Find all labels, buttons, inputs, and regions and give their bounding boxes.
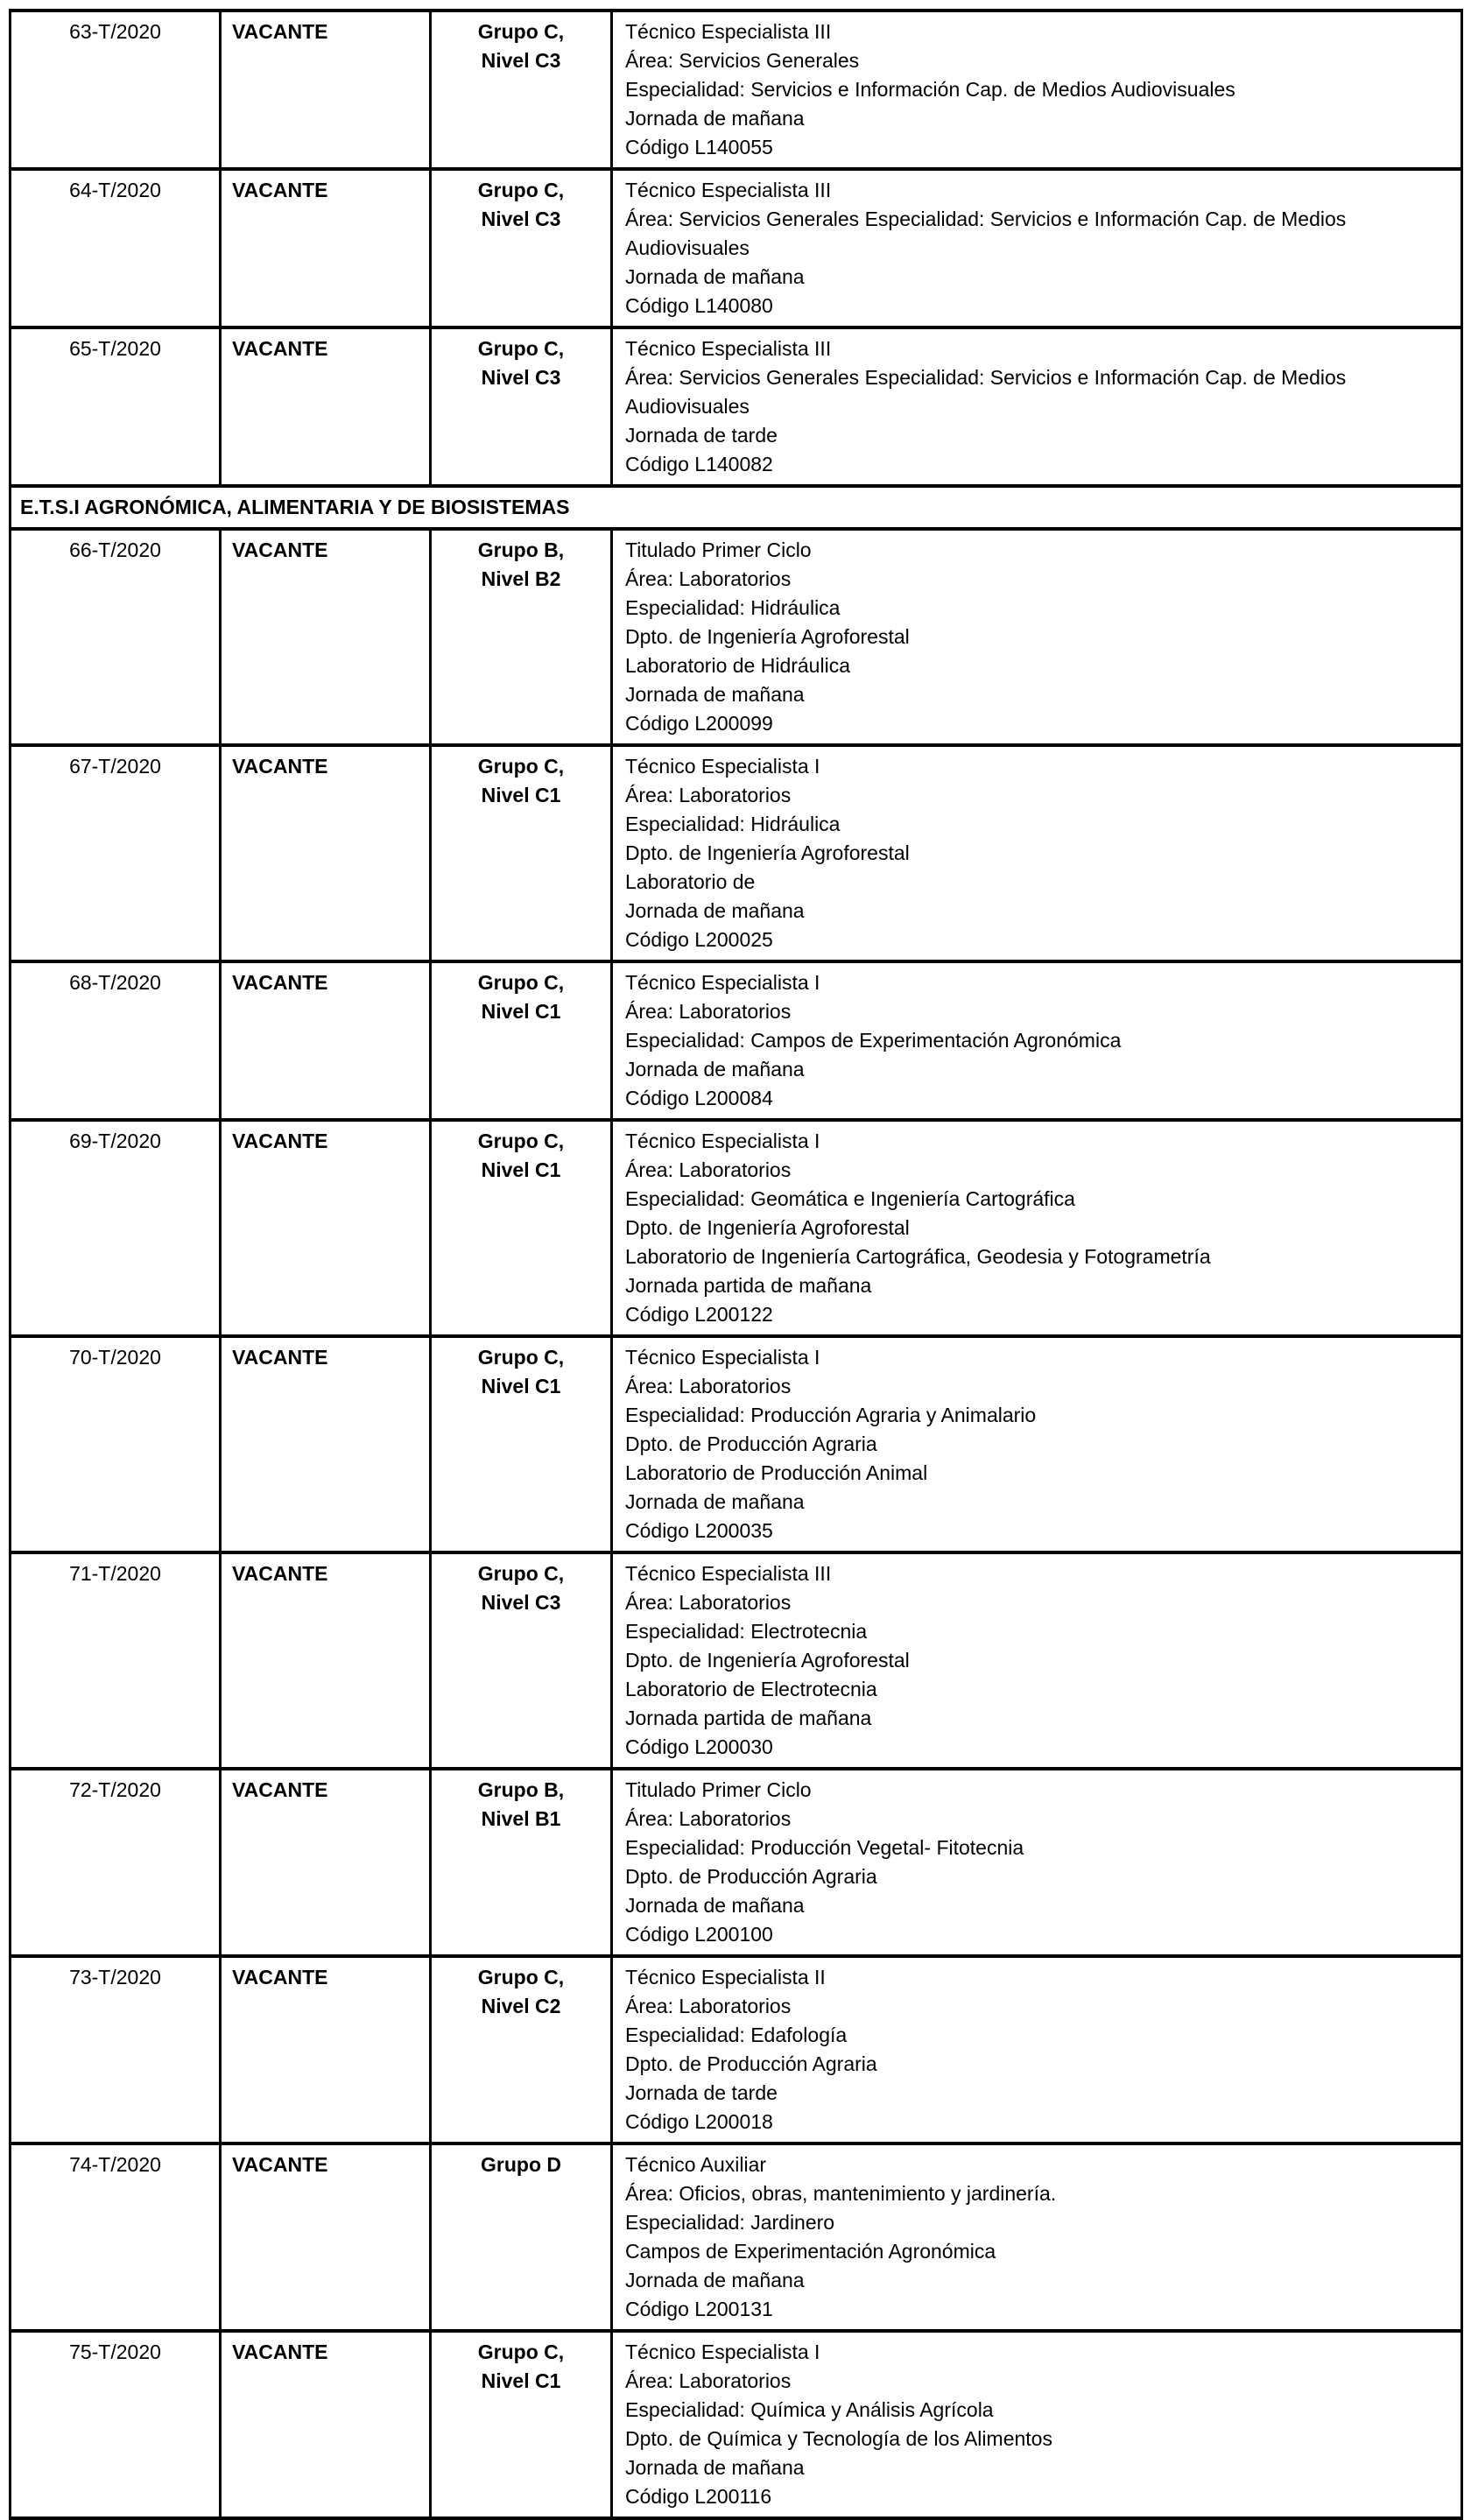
grupo-label: Grupo C, <box>477 1562 565 1585</box>
descripcion-cell <box>612 169 1462 327</box>
plaza-code-cell: 71-T/2020 <box>11 1552 221 1769</box>
descripcion-line: Código L140080 <box>625 294 773 317</box>
grupo-nivel-cell <box>431 169 612 327</box>
nivel-label: Nivel C3 <box>481 1591 561 1614</box>
descripcion-line: Laboratorio de Producción Animal <box>625 1461 928 1484</box>
estado-cell: VACANTE <box>221 961 431 1120</box>
position-row <box>11 1769 1462 1956</box>
descripcion-line: Jornada de mañana <box>625 1490 805 1513</box>
descripcion-line: Área: Laboratorios <box>625 1591 792 1614</box>
grupo-label: Grupo C, <box>477 755 565 778</box>
descripcion-line: Código L140082 <box>625 453 773 475</box>
position-row <box>11 961 1462 1120</box>
position-row <box>11 1552 1462 1769</box>
plaza-code-cell: 70-T/2020 <box>11 1336 221 1552</box>
nivel-label: Nivel C2 <box>481 1995 561 2017</box>
descripcion-line: Área: Laboratorios <box>625 1375 792 1397</box>
estado-cell: VACANTE <box>221 327 431 486</box>
descripcion-line: Código L200035 <box>625 1519 773 1542</box>
position-row <box>11 169 1462 327</box>
descripcion-line: Jornada de mañana <box>625 1058 805 1081</box>
plaza-code-cell: 72-T/2020 <box>11 1769 221 1956</box>
grupo-nivel-cell <box>431 1120 612 1336</box>
grupo-label: Grupo B, <box>477 1778 565 1801</box>
grupo-label: Grupo C, <box>477 1130 565 1152</box>
section-header-row <box>11 486 1462 529</box>
grupo-nivel-cell <box>431 2331 612 2518</box>
grupo-label: Grupo C, <box>477 20 565 43</box>
grupo-label: Grupo C, <box>477 337 565 360</box>
descripcion-line: Área: Laboratorios <box>625 1995 792 2017</box>
position-row <box>11 327 1462 486</box>
descripcion-line: Área: Oficios, obras, mantenimiento y jardinería. <box>625 2182 1057 2205</box>
descripcion-line: Área: Laboratorios <box>625 1807 792 1830</box>
descripcion-line: Código L200018 <box>625 2110 773 2133</box>
nivel-label: Nivel B1 <box>481 1807 561 1830</box>
descripcion-cell <box>612 529 1462 745</box>
descripcion-line: Técnico Especialista I <box>625 1130 820 1152</box>
grupo-label: Grupo C, <box>477 1346 565 1369</box>
descripcion-line: Técnico Especialista III <box>625 1562 832 1585</box>
plaza-code-cell: 73-T/2020 <box>11 1956 221 2143</box>
grupo-label: Grupo D <box>481 2153 561 2176</box>
descripcion-line: Campos de Experimentación Agronómica <box>625 2240 996 2263</box>
grupo-nivel-cell <box>431 2143 612 2331</box>
descripcion-line: Laboratorio de Ingeniería Cartográfica, Geodesia y Fotogrametría <box>625 1245 1211 1268</box>
grupo-nivel-cell <box>431 529 612 745</box>
estado-cell: VACANTE <box>221 1120 431 1336</box>
plaza-code-cell: 66-T/2020 <box>11 529 221 745</box>
descripcion-line: Código L200116 <box>625 2485 772 2508</box>
nivel-label: Nivel B2 <box>481 567 561 590</box>
estado-cell: VACANTE <box>221 1769 431 1956</box>
descripcion-line: Dpto. de Ingeniería Agroforestal <box>625 625 910 648</box>
descripcion-cell <box>612 745 1462 961</box>
position-row <box>11 1120 1462 1336</box>
descripcion-line: Jornada de tarde <box>625 2081 778 2104</box>
grupo-label: Grupo B, <box>477 538 565 561</box>
descripcion-line: Especialidad: Producción Agraria y Animalario <box>625 1404 1037 1426</box>
descripcion-line: Técnico Especialista I <box>625 755 820 778</box>
descripcion-line: Código L200099 <box>625 712 773 735</box>
descripcion-line: Especialidad: Edafología <box>625 2024 848 2046</box>
descripcion-line: Área: Servicios Generales <box>625 49 860 72</box>
descripcion-line: Jornada de mañana <box>625 1894 805 1917</box>
descripcion-line: Técnico Especialista II <box>625 1966 826 1989</box>
plaza-code-cell: 65-T/2020 <box>11 327 221 486</box>
descripcion-line: Técnico Especialista III <box>625 20 832 43</box>
grupo-nivel-cell <box>431 1552 612 1769</box>
descripcion-cell <box>612 2143 1462 2331</box>
descripcion-line: Especialidad: Jardinero <box>625 2211 835 2234</box>
grupo-nivel-cell <box>431 745 612 961</box>
descripcion-line: Código L200122 <box>625 1303 773 1326</box>
grupo-nivel-cell <box>431 327 612 486</box>
descripcion-line: Técnico Especialista I <box>625 971 820 994</box>
descripcion-cell <box>612 1552 1462 1769</box>
estado-cell: VACANTE <box>221 1956 431 2143</box>
descripcion-line: Titulado Primer Ciclo <box>625 538 812 561</box>
position-row <box>11 745 1462 961</box>
descripcion-line: Especialidad: Electrotecnia <box>625 1620 868 1643</box>
descripcion-line: Especialidad: Química y Análisis Agrícola <box>625 2398 994 2421</box>
section-header-label: E.T.S.I AGRONÓMICA, ALIMENTARIA Y DE BIOSISTEMAS <box>11 486 1462 529</box>
descripcion-line: Código L200030 <box>625 1735 773 1758</box>
position-row <box>11 11 1462 169</box>
descripcion-line: Jornada partida de mañana <box>625 1707 872 1729</box>
descripcion-line: Dpto. de Ingeniería Agroforestal <box>625 1649 910 1672</box>
descripcion-cell <box>612 1120 1462 1336</box>
descripcion-line: Jornada de mañana <box>625 2269 805 2291</box>
descripcion-line: Jornada de mañana <box>625 899 805 922</box>
descripcion-line: Titulado Primer Ciclo <box>625 1778 812 1801</box>
descripcion-line: Técnico Especialista III <box>625 337 832 360</box>
descripcion-line: Dpto. de Producción Agraria <box>625 1432 877 1455</box>
plaza-code-cell: 74-T/2020 <box>11 2143 221 2331</box>
descripcion-line: Técnico Especialista I <box>625 1346 820 1369</box>
plaza-code-cell: 64-T/2020 <box>11 169 221 327</box>
position-row <box>11 2331 1462 2518</box>
descripcion-line: Área: Laboratorios <box>625 1000 792 1023</box>
estado-cell: VACANTE <box>221 745 431 961</box>
descripcion-line: Técnico Especialista III <box>625 179 832 201</box>
descripcion-line: Técnico Especialista I <box>625 2341 820 2363</box>
descripcion-line: Técnico Auxiliar <box>625 2153 767 2176</box>
descripcion-line: Dpto. de Ingeniería Agroforestal <box>625 1216 910 1239</box>
vacancies-table-body <box>11 11 1462 2518</box>
grupo-label: Grupo C, <box>477 1966 565 1989</box>
descripcion-line: Área: Servicios Generales Especialidad: Servicios e Información Cap. de Medios Audiovisuales <box>625 208 1347 259</box>
descripcion-line: Especialidad: Hidráulica <box>625 596 841 619</box>
grupo-nivel-cell <box>431 1956 612 2143</box>
descripcion-line: Laboratorio de Hidráulica <box>625 654 850 677</box>
plaza-code-cell: 75-T/2020 <box>11 2331 221 2518</box>
estado-cell: VACANTE <box>221 529 431 745</box>
nivel-label: Nivel C1 <box>481 784 561 806</box>
descripcion-line: Dpto. de Producción Agraria <box>625 2052 877 2075</box>
nivel-label: Nivel C1 <box>481 1000 561 1023</box>
descripcion-line: Laboratorio de Electrotecnia <box>625 1678 877 1700</box>
descripcion-cell <box>612 961 1462 1120</box>
plaza-code-cell: 69-T/2020 <box>11 1120 221 1336</box>
grupo-nivel-cell <box>431 961 612 1120</box>
grupo-nivel-cell <box>431 11 612 169</box>
grupo-label: Grupo C, <box>477 971 565 994</box>
nivel-label: Nivel C1 <box>481 1158 561 1181</box>
descripcion-cell <box>612 1769 1462 1956</box>
estado-cell: VACANTE <box>221 2143 431 2331</box>
descripcion-line: Área: Laboratorios <box>625 1158 792 1181</box>
position-row <box>11 1956 1462 2143</box>
descripcion-line: Código L200084 <box>625 1087 773 1109</box>
descripcion-cell <box>612 11 1462 169</box>
descripcion-line: Dpto. de Química y Tecnología de los Alimentos <box>625 2427 1052 2450</box>
descripcion-line: Dpto. de Ingeniería Agroforestal <box>625 841 910 864</box>
descripcion-line: Especialidad: Campos de Experimentación Agronómica <box>625 1029 1122 1052</box>
descripcion-cell <box>612 1336 1462 1552</box>
descripcion-line: Laboratorio de <box>625 870 756 893</box>
descripcion-cell <box>612 1956 1462 2143</box>
estado-cell: VACANTE <box>221 2331 431 2518</box>
plaza-code-cell: 63-T/2020 <box>11 11 221 169</box>
descripcion-line: Código L200131 <box>625 2298 773 2320</box>
plaza-code-cell: 67-T/2020 <box>11 745 221 961</box>
descripcion-line: Área: Laboratorios <box>625 567 792 590</box>
descripcion-line: Jornada de mañana <box>625 107 805 130</box>
descripcion-line: Dpto. de Producción Agraria <box>625 1865 877 1888</box>
descripcion-line: Código L200025 <box>625 928 773 951</box>
descripcion-line: Área: Laboratorios <box>625 2369 792 2392</box>
nivel-label: Nivel C3 <box>481 366 561 389</box>
descripcion-line: Código L200100 <box>625 1923 773 1946</box>
descripcion-line: Jornada de tarde <box>625 424 778 447</box>
nivel-label: Nivel C3 <box>481 49 561 72</box>
descripcion-cell <box>612 327 1462 486</box>
descripcion-line: Especialidad: Geomática e Ingeniería Cartográfica <box>625 1187 1075 1210</box>
descripcion-cell <box>612 2331 1462 2518</box>
grupo-nivel-cell <box>431 1769 612 1956</box>
descripcion-line: Especialidad: Producción Vegetal- Fitotecnia <box>625 1836 1024 1859</box>
position-row <box>11 1336 1462 1552</box>
estado-cell: VACANTE <box>221 1336 431 1552</box>
grupo-nivel-cell <box>431 1336 612 1552</box>
descripcion-line: Especialidad: Hidráulica <box>625 813 841 835</box>
estado-cell: VACANTE <box>221 1552 431 1769</box>
grupo-label: Grupo C, <box>477 179 565 201</box>
nivel-label: Nivel C3 <box>481 208 561 230</box>
position-row <box>11 2143 1462 2331</box>
descripcion-line: Área: Laboratorios <box>625 784 792 806</box>
descripcion-line: Especialidad: Servicios e Información Cap. de Medios Audiovisuales <box>625 78 1235 101</box>
descripcion-line: Jornada de mañana <box>625 265 805 288</box>
descripcion-line: Jornada de mañana <box>625 683 805 706</box>
grupo-label: Grupo C, <box>477 2341 565 2363</box>
descripcion-line: Área: Servicios Generales Especialidad: Servicios e Información Cap. de Medios Audiovisuales <box>625 366 1347 418</box>
nivel-label: Nivel C1 <box>481 2369 561 2392</box>
vacancies-table <box>9 9 1463 2520</box>
estado-cell: VACANTE <box>221 169 431 327</box>
descripcion-line: Jornada de mañana <box>625 2456 805 2479</box>
descripcion-line: Jornada partida de mañana <box>625 1274 872 1297</box>
descripcion-line: Código L140055 <box>625 136 773 158</box>
nivel-label: Nivel C1 <box>481 1375 561 1397</box>
plaza-code-cell: 68-T/2020 <box>11 961 221 1120</box>
estado-cell: VACANTE <box>221 11 431 169</box>
position-row <box>11 529 1462 745</box>
